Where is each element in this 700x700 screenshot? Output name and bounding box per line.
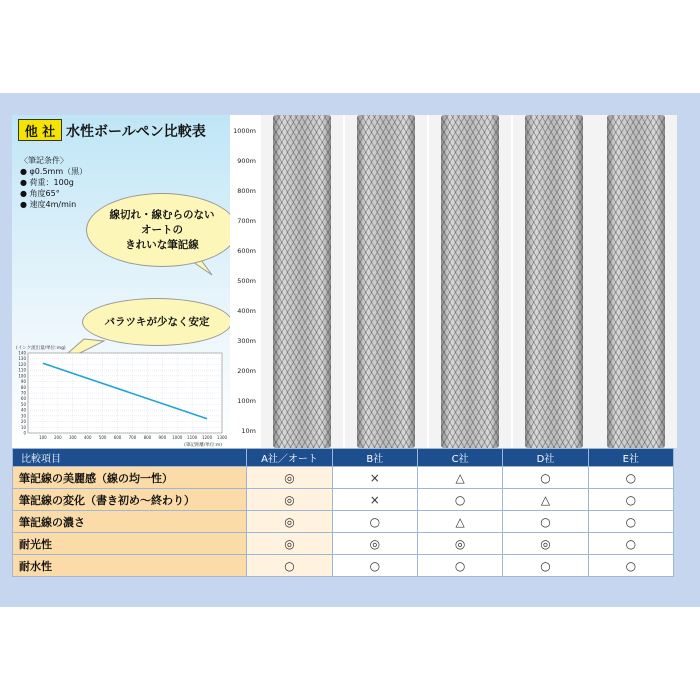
distance-label: 1000m: [233, 127, 256, 135]
col-header-c: C社: [418, 449, 503, 467]
title-badge: 他 社: [18, 119, 62, 141]
y-tick-label: 90: [20, 379, 26, 385]
table-header-row: [13, 449, 674, 467]
rating-cell: ◎: [418, 533, 503, 555]
rating-cell: ◎: [332, 533, 417, 555]
photo-strip-a: [261, 115, 343, 448]
comparison-table: [12, 448, 674, 577]
rating-cell: ◎: [247, 489, 332, 511]
x-tick-label: 300: [68, 435, 77, 440]
rating-cell: ○: [332, 555, 417, 577]
rating-cell: ◎: [247, 511, 332, 533]
col-header-b: B社: [332, 449, 417, 467]
x-tick-label: 200: [54, 435, 62, 440]
col-header-a: A社／オート: [247, 449, 332, 467]
x-tick-label: 400: [83, 435, 92, 440]
distance-label: 400m: [237, 307, 256, 315]
col-header-item: 比較項目: [13, 449, 247, 467]
table-row: [13, 511, 674, 533]
distance-axis: [230, 115, 259, 448]
rating-cell: ◎: [247, 467, 332, 489]
x-tick-label: 900: [158, 435, 167, 440]
distance-label: 100m: [237, 397, 256, 405]
y-tick-label: 140: [18, 350, 26, 356]
rating-cell: △: [418, 511, 503, 533]
distance-label: 200m: [237, 367, 256, 375]
rating-cell: ○: [503, 555, 588, 577]
rating-cell: ○: [247, 555, 332, 577]
y-tick-label: 60: [20, 396, 26, 402]
photo-strip-b: [345, 115, 427, 448]
rating-cell: ×: [332, 467, 417, 489]
y-tick-label: 40: [20, 407, 26, 413]
rating-cell: ○: [503, 511, 588, 533]
rating-cell: ○: [418, 489, 503, 511]
rating-cell: △: [503, 489, 588, 511]
x-tick-label: 1200: [201, 435, 213, 440]
rating-cell: ×: [332, 489, 417, 511]
y-tick-label: 50: [20, 401, 26, 407]
comparison-info-panel: [12, 115, 230, 448]
y-tick-label: 20: [20, 419, 26, 425]
rating-cell: ○: [588, 467, 673, 489]
stability-callout: バラツキが少なく安定: [82, 298, 230, 346]
distance-label: 500m: [237, 277, 256, 285]
y-tick-label: 10: [20, 424, 26, 430]
rating-cell: ○: [588, 533, 673, 555]
row-label: 筆記線の変化（書き初め～終わり）: [13, 489, 247, 511]
x-tick-label: 800: [143, 435, 152, 440]
x-tick-label: 700: [128, 435, 137, 440]
table-row: [13, 533, 674, 555]
rating-cell: ◎: [247, 533, 332, 555]
col-header-e: E社: [588, 449, 673, 467]
x-tick-label: 500: [98, 435, 107, 440]
rating-cell: ○: [332, 511, 417, 533]
rating-cell: ○: [588, 511, 673, 533]
x-tick-label: 1300: [216, 435, 228, 440]
rating-cell: ◎: [503, 533, 588, 555]
table-row: [13, 467, 674, 489]
row-label: 筆記線の濃さ: [13, 511, 247, 533]
y-axis-label: (インク流出量/単位:mg): [16, 346, 66, 351]
x-tick-label: 600: [113, 435, 122, 440]
rating-cell: ○: [588, 489, 673, 511]
page-title: 水性ボールペン比較表: [66, 124, 206, 140]
chart-svg: [12, 337, 230, 448]
y-tick-label: 70: [20, 390, 26, 396]
x-tick-label: 100: [39, 435, 47, 440]
x-tick-label: 1100: [187, 435, 198, 440]
conditions-header: 〈筆記条件〉: [20, 156, 68, 165]
y-tick-label: 100: [18, 373, 26, 379]
rating-cell: ○: [418, 555, 503, 577]
y-tick-label: 130: [18, 356, 26, 362]
y-tick-label: 110: [18, 367, 26, 373]
row-label: 筆記線の美麗感（線の均一性）: [13, 467, 247, 489]
row-label: 耐光性: [13, 533, 247, 555]
distance-label: 800m: [237, 187, 256, 195]
y-tick-label: 80: [20, 384, 26, 390]
rating-cell: ○: [503, 467, 588, 489]
table-row: [13, 489, 674, 511]
photo-strip-e: [595, 115, 677, 448]
ink-flow-chart: [12, 337, 230, 448]
distance-label: 10m: [241, 427, 256, 435]
photo-strip-c: [429, 115, 511, 448]
distance-label: 300m: [237, 337, 256, 345]
rating-cell: △: [418, 467, 503, 489]
condition-item: ● 角度65°: [20, 189, 60, 198]
condition-item: ● φ0.5mm（黒）: [20, 167, 88, 176]
row-label: 耐水性: [13, 555, 247, 577]
writing-line-photos: [259, 115, 674, 448]
table-row: [13, 555, 674, 577]
rating-cell: ○: [588, 555, 673, 577]
x-axis-label: (筆記距離/単位:m): [184, 443, 222, 448]
y-tick-label: 30: [20, 413, 26, 419]
quality-callout: 線切れ・線むらのない オートの きれいな筆記線: [86, 193, 230, 267]
col-header-d: D社: [503, 449, 588, 467]
photo-strip-d: [513, 115, 595, 448]
distance-label: 900m: [237, 157, 256, 165]
distance-label: 600m: [237, 247, 256, 255]
condition-item: ● 荷重：100g: [20, 178, 74, 187]
x-tick-label: 1000: [172, 435, 183, 440]
y-tick-label: 120: [18, 361, 26, 367]
distance-label: 700m: [237, 217, 256, 225]
y-tick-label: 0: [23, 430, 26, 436]
condition-item: ● 速度4m/min: [20, 200, 77, 209]
